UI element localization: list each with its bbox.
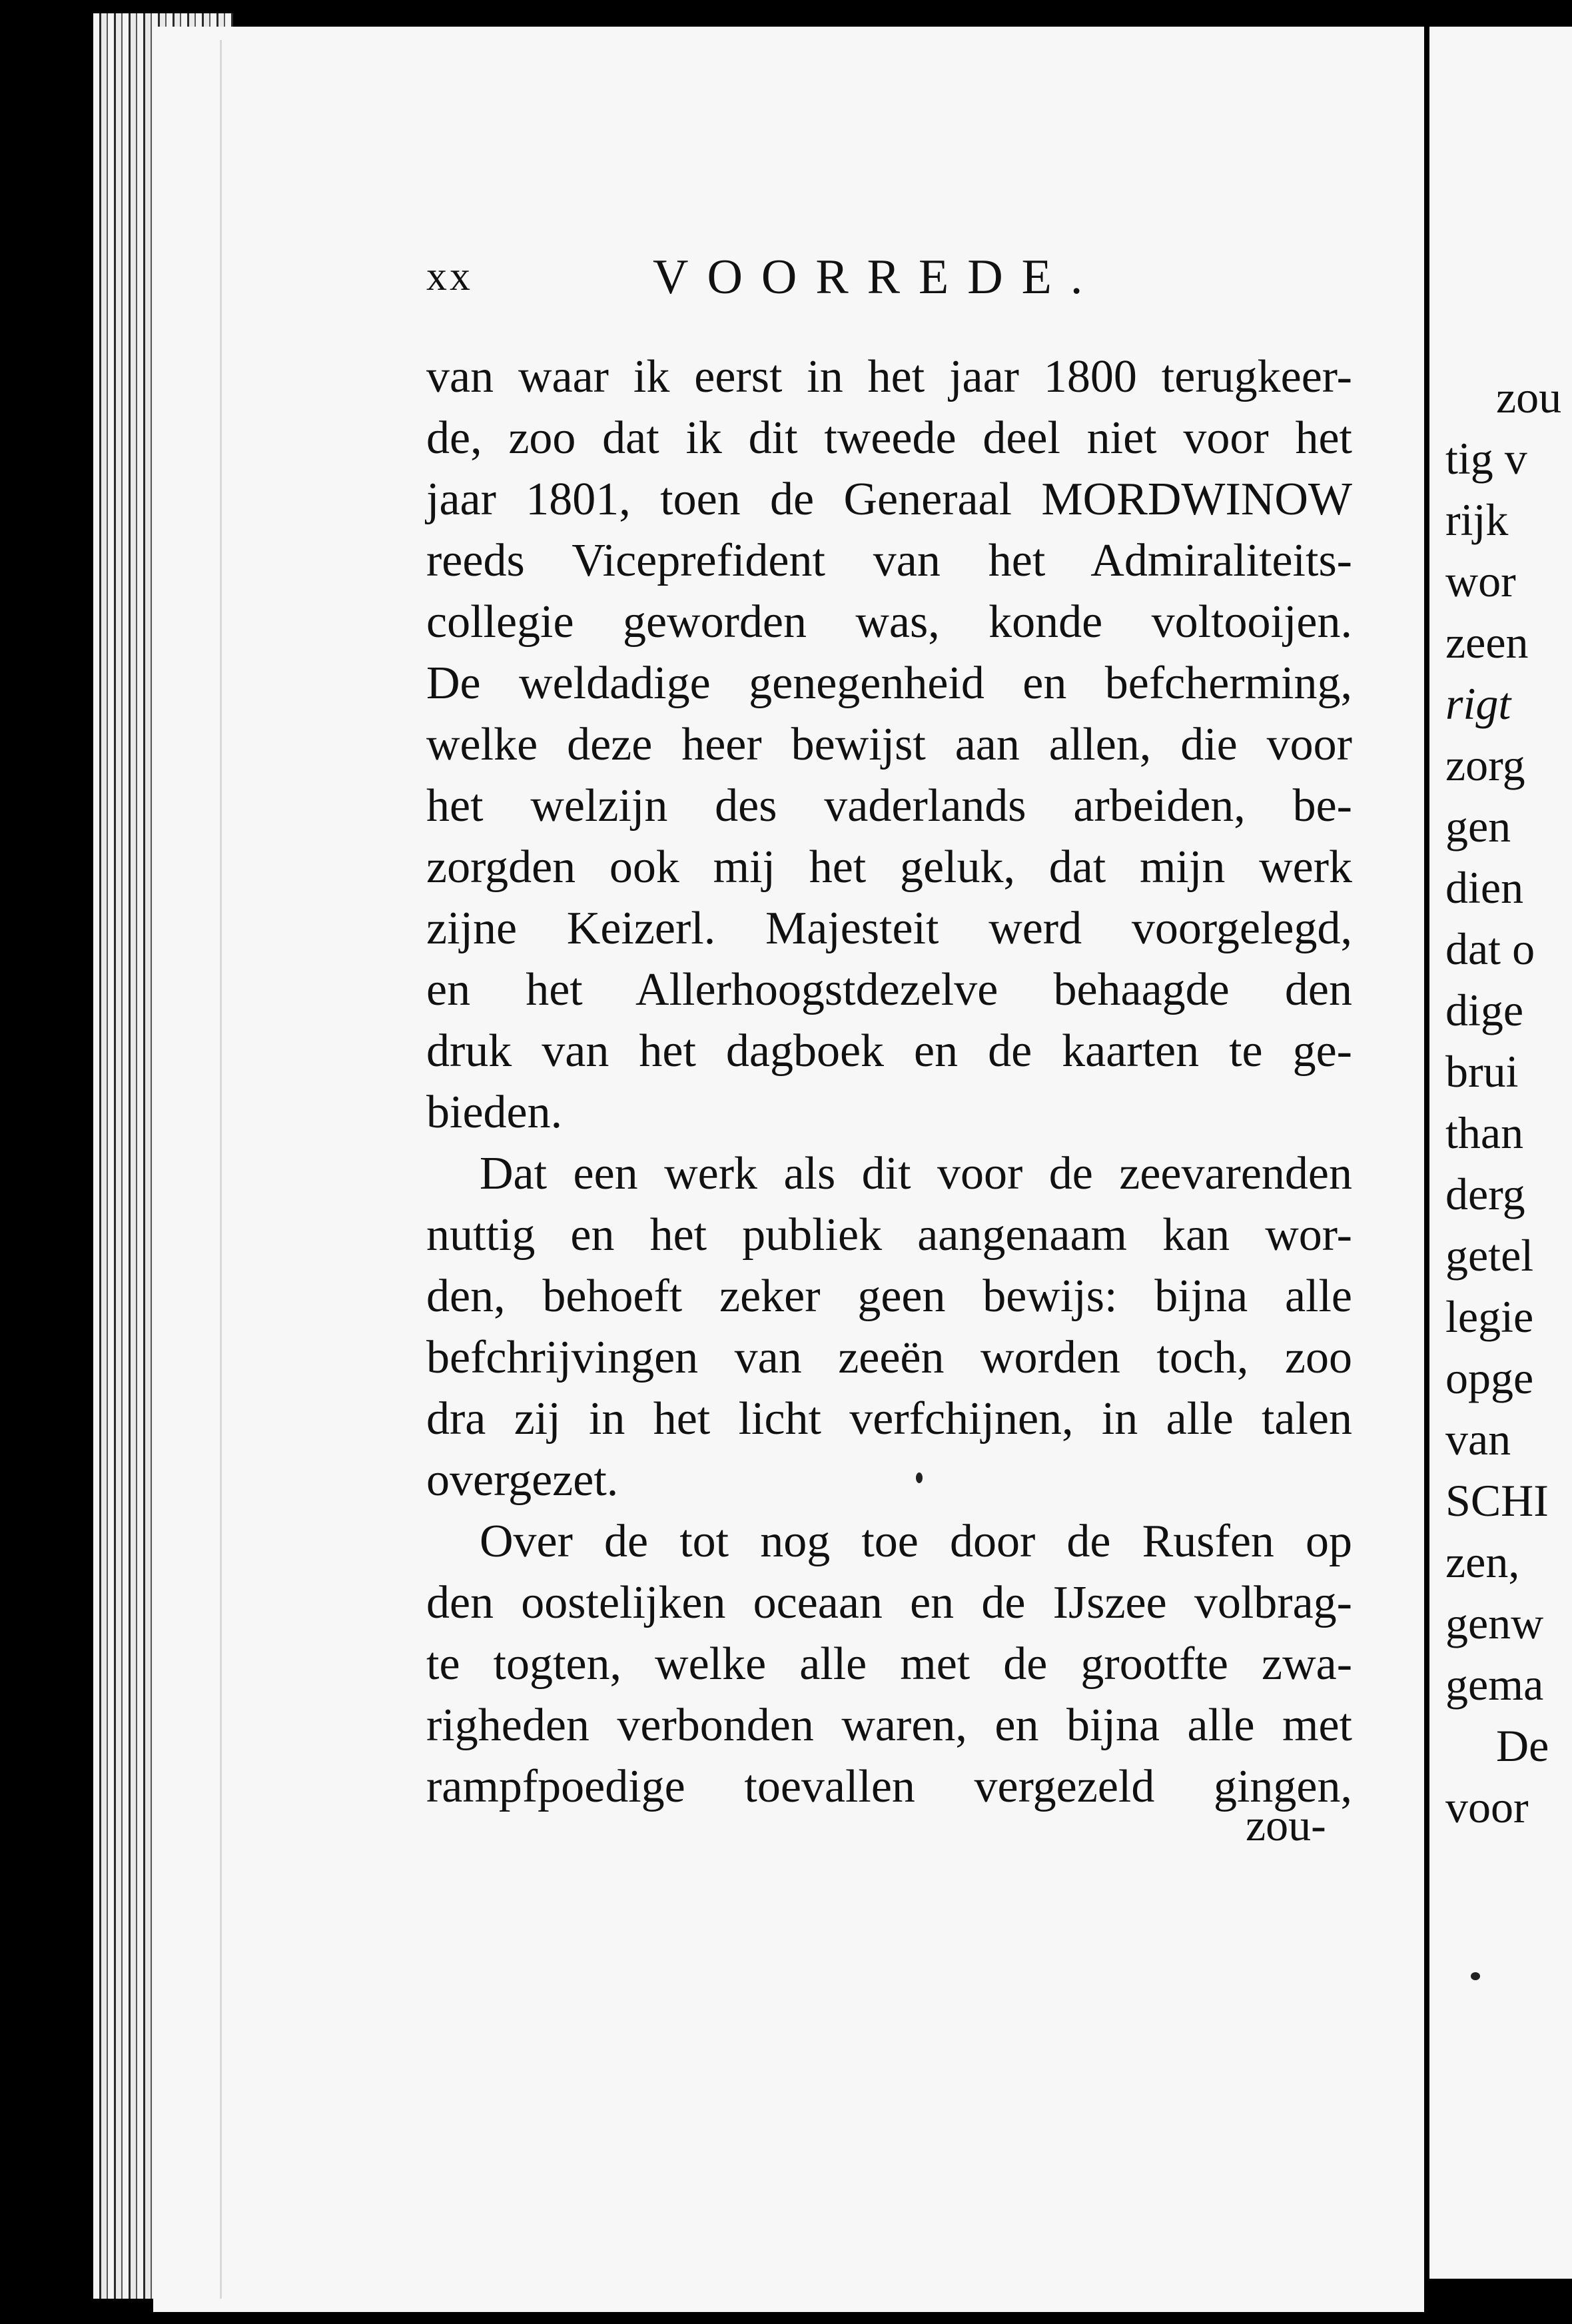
text-line: welke deze heer bewijst aan allen, die voor <box>426 719 1352 770</box>
text-line: reeds Viceprefident van het Admiraliteits- <box>426 535 1352 586</box>
facing-text-line: brui <box>1445 1046 1519 1097</box>
facing-text-line: zorg <box>1445 740 1525 790</box>
facing-page-text <box>1429 366 1572 1838</box>
text-line: den, behoeft zeker geen bewijs: bijna alle <box>426 1271 1352 1322</box>
text-line: van waar ik eerst in het jaar 1800 terugkeer- <box>426 351 1352 402</box>
page-header <box>426 250 1226 320</box>
facing-text-line: van <box>1445 1414 1511 1464</box>
facing-text-line: De <box>1496 1720 1549 1771</box>
facing-text-line: legie <box>1445 1291 1534 1342</box>
text-line: zorgden ook mij het geluk, dat mijn werk <box>426 842 1352 893</box>
facing-text-line: rigt <box>1445 678 1511 729</box>
facing-text-line: zen, <box>1445 1536 1520 1587</box>
text-line: nuttig en het publiek aangenaam kan wor- <box>426 1209 1352 1261</box>
facing-text-line: dat o <box>1445 923 1535 974</box>
text-line: righeden verbonden waren, en bijna alle met <box>426 1700 1352 1751</box>
facing-text-line: dige <box>1445 985 1524 1035</box>
facing-text-line: genw <box>1445 1598 1544 1648</box>
text-line: befchrijvingen van zeeën worden toch, zoo <box>426 1332 1352 1383</box>
ink-speck <box>916 1472 923 1483</box>
text-line: bieden. <box>426 1087 563 1138</box>
facing-text-line: zeen <box>1445 617 1529 668</box>
body-text <box>426 346 1352 1818</box>
facing-text-line: derg <box>1445 1169 1525 1219</box>
page-number: xx <box>426 254 473 299</box>
text-line: Over de tot nog toe door de Rusfen op <box>480 1516 1352 1567</box>
facing-text-line: wor <box>1445 556 1516 606</box>
catchword: zou- <box>1246 1800 1326 1850</box>
facing-text-line: getel <box>1445 1230 1534 1281</box>
text-line: rampfpoedige toevallen vergezeld gingen, <box>426 1761 1352 1812</box>
facing-text-line: tig v <box>1445 433 1527 484</box>
facing-text-line: opge <box>1445 1353 1534 1403</box>
text-line: den oostelijken oceaan en de IJszee volbrag- <box>426 1577 1352 1628</box>
text-line: collegie geworden was, konde voltooijen. <box>426 596 1352 648</box>
text-line: het welzijn des vaderlands arbeiden, be- <box>426 780 1352 832</box>
facing-text-line: dien <box>1445 862 1524 913</box>
facing-page <box>1429 27 1572 2279</box>
text-line: overgezet. <box>426 1454 619 1506</box>
facing-text-line: than <box>1445 1107 1524 1158</box>
facing-text-line: SCHI <box>1445 1475 1549 1526</box>
ink-speck <box>1471 1972 1480 1980</box>
text-line: de, zoo dat ik dit tweede deel niet voor het <box>426 412 1352 464</box>
text-line: zijne Keizerl. Majesteit werd voorgelegd, <box>426 903 1352 954</box>
text-line: dra zij in het licht verfchijnen, in alle talen <box>426 1393 1352 1445</box>
text-line: te togten, welke alle met de grootfte zwa- <box>426 1638 1352 1690</box>
facing-text-line: rijk <box>1445 494 1509 545</box>
facing-text-line: gen <box>1445 801 1511 852</box>
text-line: druk van het dagboek en de kaarten te ge- <box>426 1025 1352 1077</box>
text-line: en het Allerhoogstdezelve behaagde den <box>426 964 1352 1015</box>
text-line: Dat een werk als dit voor de zeevarenden <box>480 1148 1352 1199</box>
facing-text-line: gema <box>1445 1659 1544 1710</box>
text-line: jaar 1801, toen de Generaal MORDWINOW <box>426 474 1352 525</box>
facing-text-line: voor <box>1445 1782 1529 1832</box>
text-line: De weldadige genegenheid en befcherming, <box>426 658 1352 709</box>
facing-text-line: zou <box>1496 372 1562 422</box>
running-title: VOORREDE. <box>653 250 1102 304</box>
